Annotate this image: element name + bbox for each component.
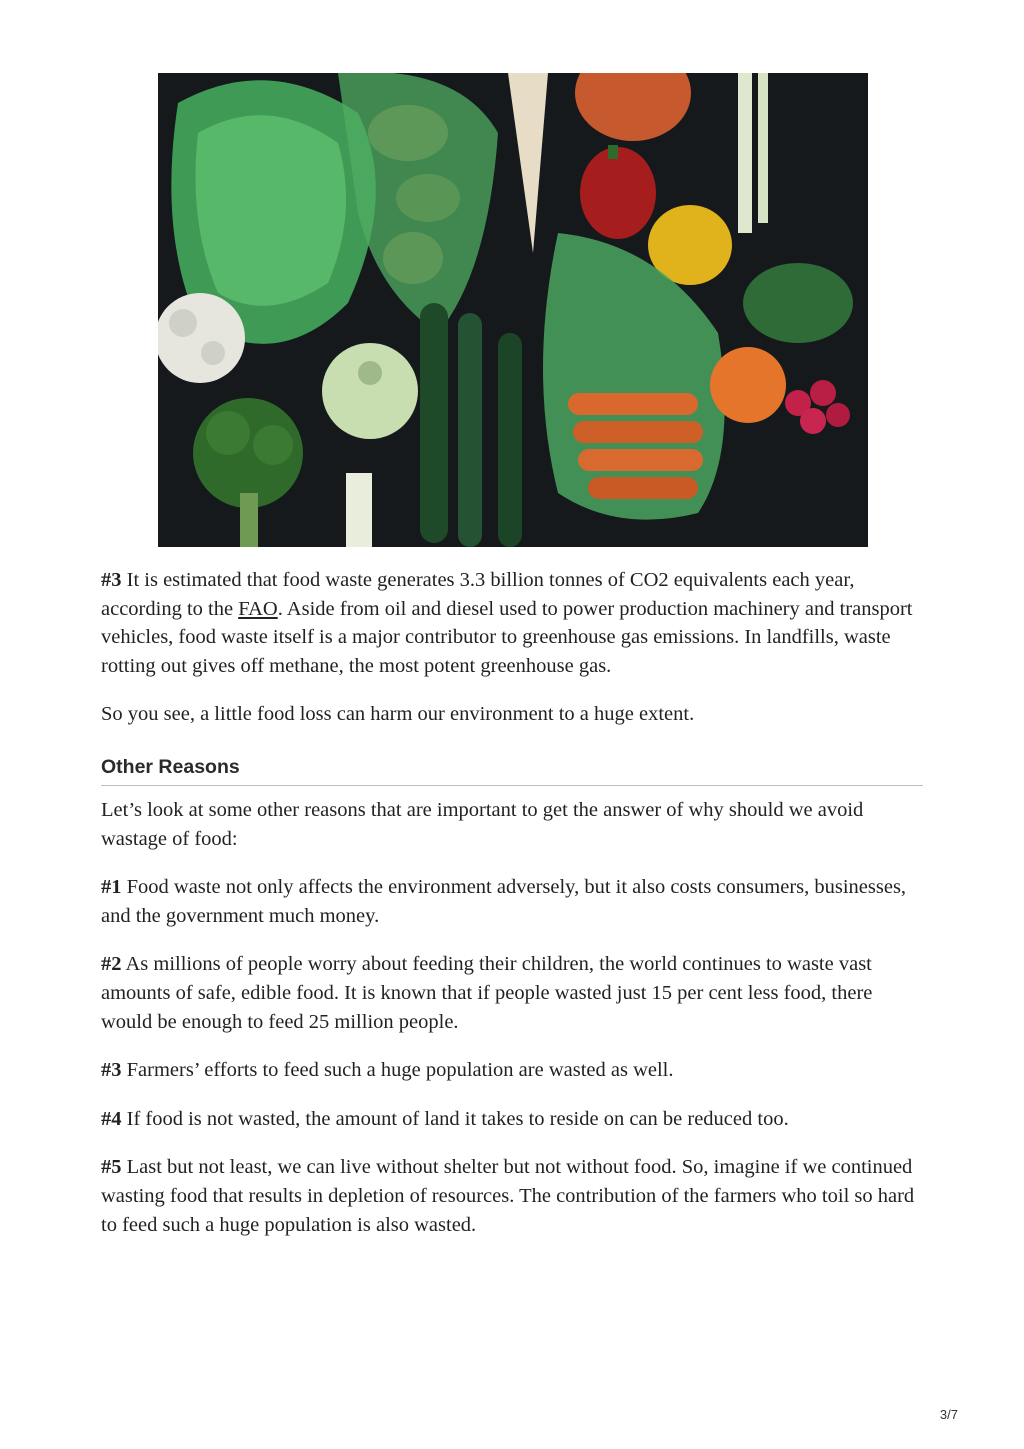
reason-item [101,950,923,1036]
reason-item [101,1153,923,1239]
reason-text: Last but not least, we can live without shelter but not without food. So, imagine if we continued wasting food that results in depletion of resources. The contribution of the farmers who toil so hard to feed such a huge population is also wasted. [101,1156,915,1236]
reason-number: #1 [101,876,122,899]
reason-item [101,873,923,930]
reason-number: #5 [101,1156,122,1179]
point-number: #3 [101,569,122,591]
article-body [101,566,923,1259]
reason-item [101,1056,923,1085]
paragraph-text: It is estimated that food waste generates 3.3 billion tonnes of CO2 equivalents each year, according to the [101,569,855,620]
reason-number: #4 [101,1107,122,1130]
fao-link[interactable]: FAO [238,597,278,620]
vegetables-illustration [158,73,868,547]
page-number: 3/7 [939,1407,958,1422]
reason-item [101,1105,923,1134]
reason-text: As millions of people worry about feeding their children, the world continues to waste vast amounts of safe, edible food. It is known that if people wasted just 15 per cent less food, there would be enough to feed 25 million people. [101,953,873,1033]
reason-number: #3 [101,1059,122,1082]
summary-paragraph: So you see, a little food loss can harm our environment to a huge extent. [101,703,695,726]
reason-text: Food waste not only affects the environment adversely, but it also costs consumers, businesses, and the government much money. [101,876,907,927]
reason-text: Farmers’ efforts to feed such a huge population are wasted as well. [121,1059,674,1082]
section-heading-other-reasons: Other Reasons [101,756,923,786]
vegetables-photo [158,73,868,547]
paragraph-point-3 [101,566,923,680]
paragraph-text: . Aside from oil and diesel used to power production machinery and transport vehicles, food waste itself is a major contributor to greenhouse gas emissions. In landfills, waste rotting out gives off methane, the most potent greenhouse gas. [101,597,913,677]
reason-text: If food is not wasted, the amount of land it takes to reside on can be reduced too. [121,1107,789,1130]
intro-paragraph: Let’s look at some other reasons that are important to get the answer of why should we avoid wastage of food: [101,798,864,850]
reason-number: #2 [101,953,122,976]
